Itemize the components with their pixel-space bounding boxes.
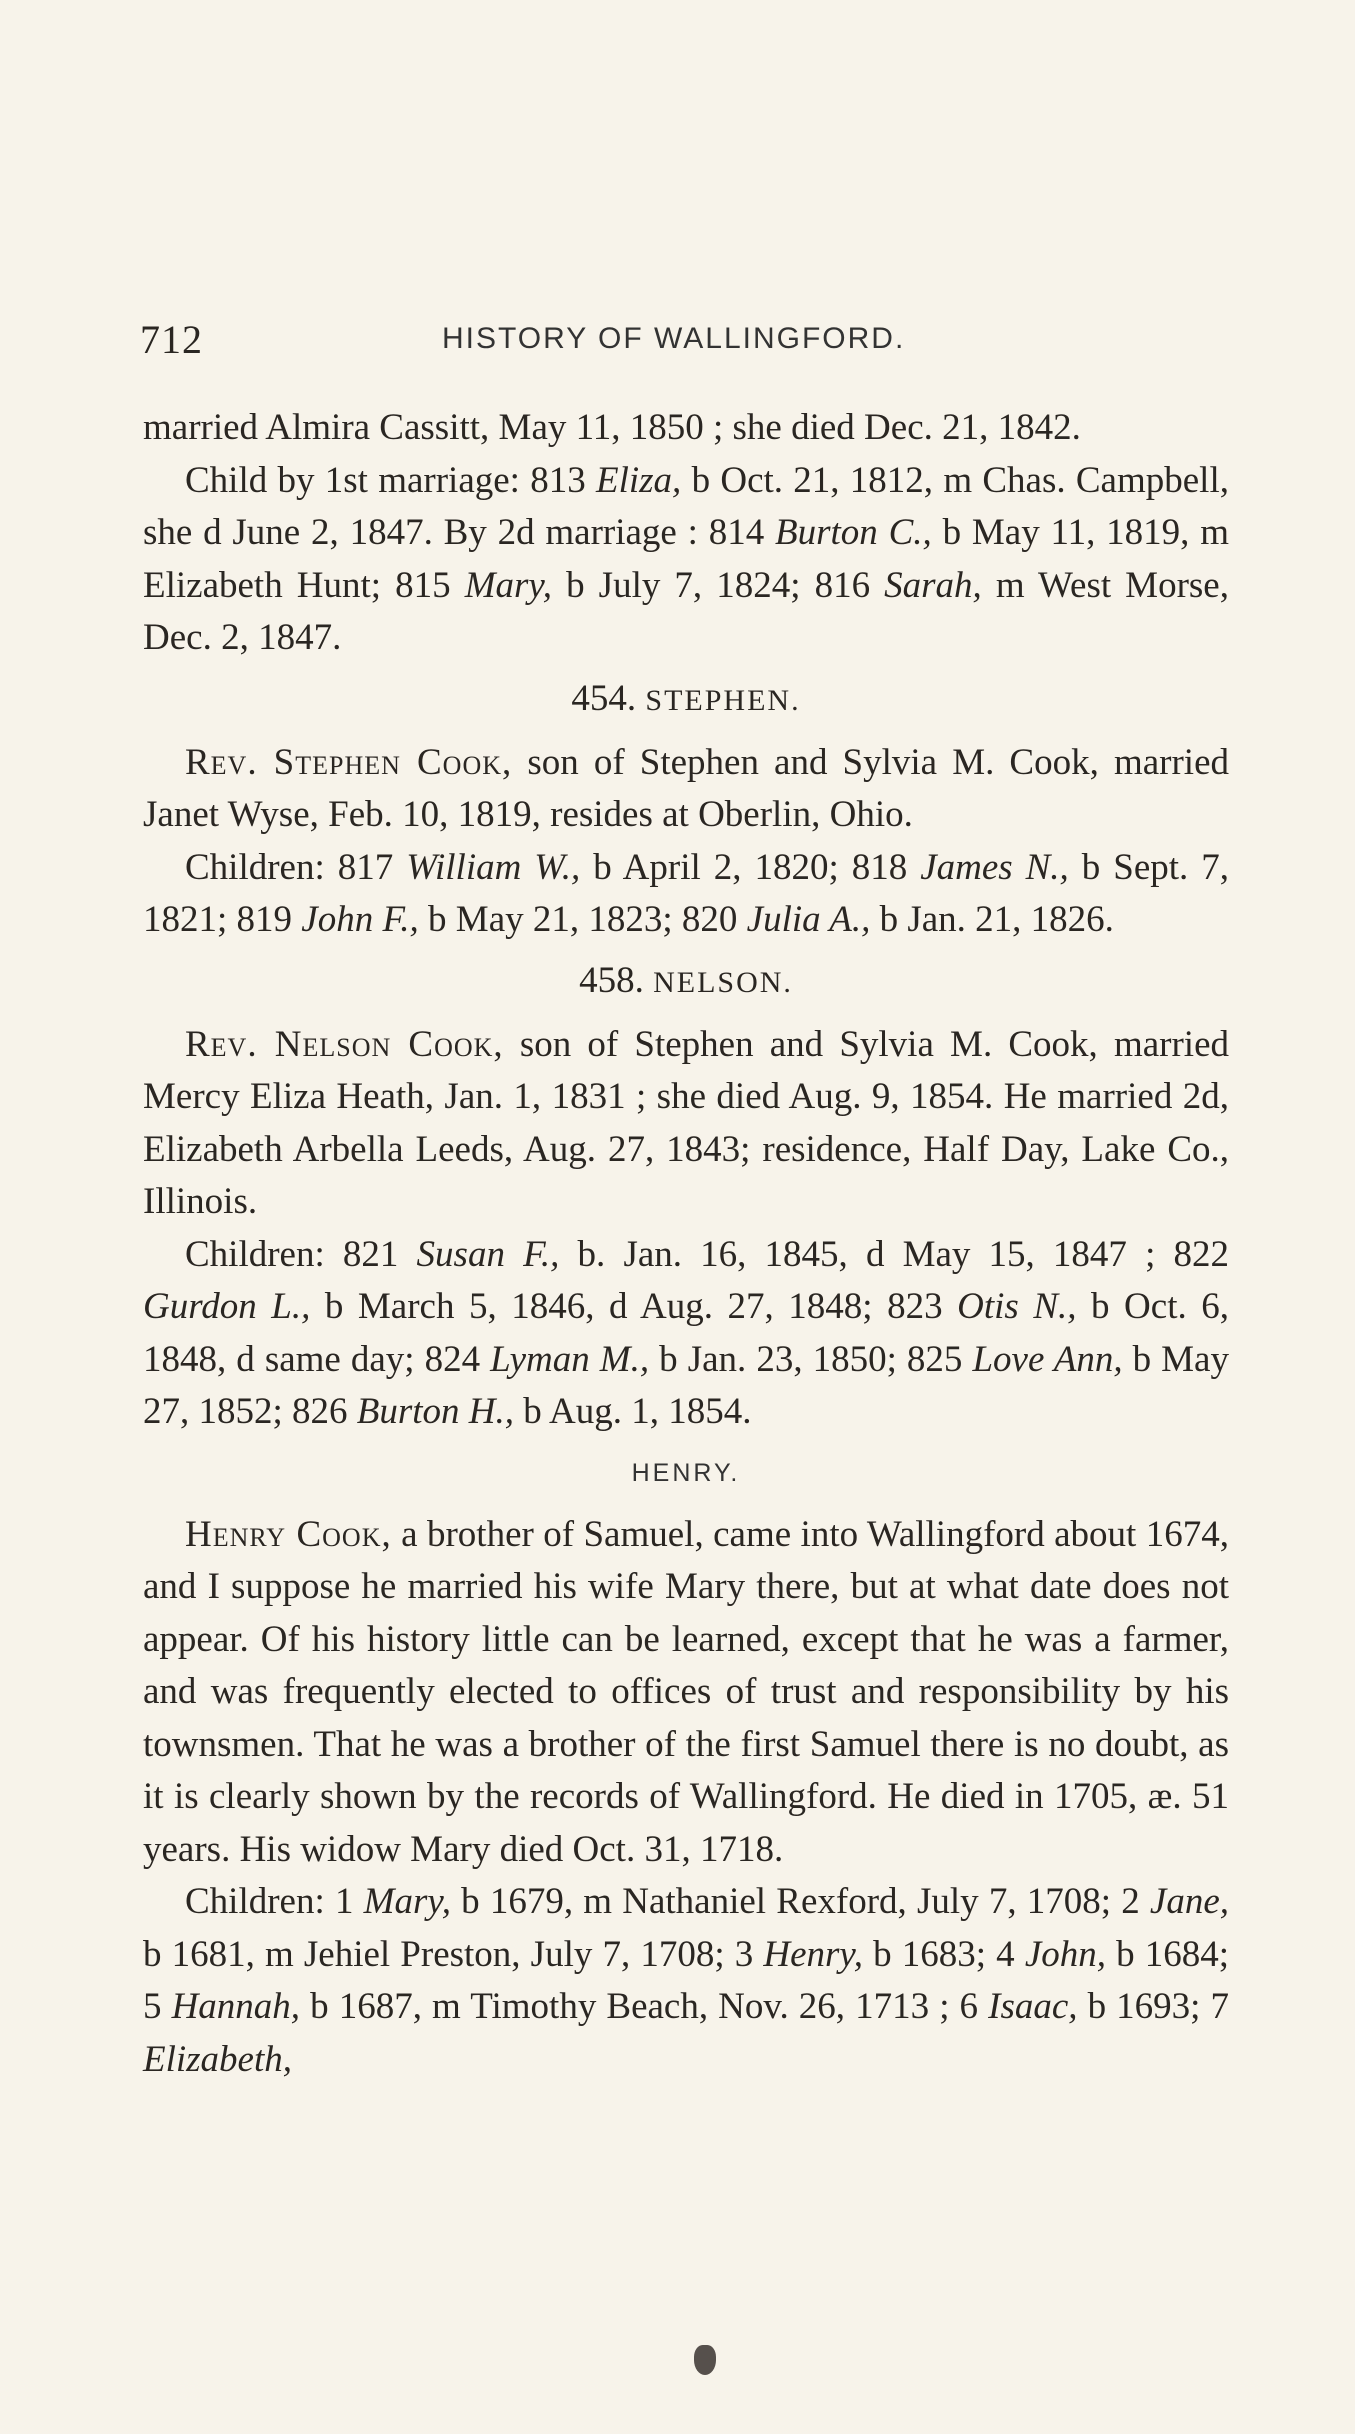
child-name: Mary, <box>363 1881 451 1922</box>
text-run: b Oct. 6, 1848, d same day; 824 <box>143 1286 1230 1380</box>
child-name: Otis N., <box>957 1286 1077 1327</box>
page-body <box>143 402 1229 2086</box>
running-head: HISTORY OF WALLINGFORD. <box>442 322 906 355</box>
children-paragraph <box>143 1876 1229 2086</box>
text-run: b Sept. 7, 1821; 819 <box>143 846 1230 940</box>
child-name: Sarah, <box>884 564 982 606</box>
ink-blot <box>694 2345 716 2375</box>
child-name: Burton H., <box>356 1391 515 1432</box>
section-title: NELSON. <box>653 965 793 999</box>
text-run: b. Jan. 16, 1845, d May 15, 1847 ; 822 <box>559 1233 1229 1275</box>
text-run: son of Stephen and Sylvia M. Cook, married Janet Wyse, Feb. 10, 1819, resides at Oberlin, Ohio. <box>143 741 1229 835</box>
text-run: Child by 1st marriage: 813 <box>185 459 596 501</box>
person-name: Rev. Stephen Cook, <box>185 741 513 783</box>
text-run: b May 11, 1819, m Elizabeth Hunt; 815 <box>143 512 1229 606</box>
text-run: b May 21, 1823; 820 <box>418 899 747 940</box>
text-run: son of Stephen and Sylvia M. Cook, married Mercy Eliza Heath, Jan. 1, 1831 ; she died Aug. 9, 1854. He married 2d, Elizabeth Arbella Leeds, Aug. 27, 1843; residence, Half Day, Lake Co., Illinois. <box>143 1023 1230 1222</box>
person-name: Rev. Nelson Cook, <box>185 1023 504 1065</box>
children-paragraph <box>143 842 1229 947</box>
section-title: STEPHEN. <box>645 683 801 717</box>
text-run: b 1684; 5 <box>143 1933 1230 2027</box>
child-name: John F., <box>301 899 419 940</box>
section-number: 454. <box>571 677 637 719</box>
child-name: Gurdon L., <box>143 1286 311 1327</box>
bio-paragraph <box>143 737 1229 842</box>
text-run: m West Morse, Dec. 2, 1847. <box>143 564 1229 658</box>
child-name: Isaac, <box>988 1986 1078 2027</box>
section-heading-stephen <box>143 673 1229 727</box>
text-run: b 1681, m Jehiel Preston, July 7, 1708; 3 <box>143 1933 764 1975</box>
child-name: Mary, <box>464 564 553 606</box>
text-run: b 1693; 7 <box>1077 1986 1230 2027</box>
text-run: b Jan. 21, 1826. <box>870 899 1114 940</box>
text-run: b 1683; 4 <box>863 1933 1025 1975</box>
text-run: b March 5, 1846, d Aug. 27, 1848; 823 <box>310 1286 958 1327</box>
text-run: b Oct. 21, 1812, m Chas. Campbell, she d June 2, 1847. By 2d marriage : 814 <box>143 459 1229 553</box>
child-name: Eliza, <box>596 459 682 501</box>
text-run: b Aug. 1, 1854. <box>514 1391 752 1432</box>
section-number: 458. <box>579 959 644 1001</box>
text-run: b Jan. 23, 1850; 825 <box>649 1338 973 1380</box>
text-run: Children: 817 <box>185 846 407 888</box>
page-header <box>140 316 1240 376</box>
text-run: b July 7, 1824; 816 <box>552 564 885 606</box>
children-paragraph <box>143 1229 1229 1439</box>
child-name: Love Ann, <box>972 1338 1123 1380</box>
text-run: Children: 1 <box>185 1881 364 1922</box>
bio-paragraph <box>143 1509 1229 1877</box>
bio-paragraph <box>143 1019 1229 1229</box>
text-run: b 1687, m Timothy Beach, Nov. 26, 1713 ; 6 <box>300 1986 989 2027</box>
text-run: b April 2, 1820; 818 <box>580 846 921 888</box>
child-name: James N., <box>920 846 1069 888</box>
text-run: b 1679, m Nathaniel Rexford, July 7, 1708; 2 <box>451 1881 1150 1922</box>
child-name: John, <box>1024 1933 1106 1975</box>
text-run: Children: 821 <box>185 1233 417 1275</box>
child-name: Elizabeth, <box>143 2038 293 2080</box>
person-name: Henry Cook, <box>185 1513 392 1555</box>
child-name: Burton C., <box>775 512 932 553</box>
text-run: b May 27, 1852; 826 <box>143 1338 1229 1432</box>
section-heading-nelson <box>143 955 1229 1009</box>
child-name: Henry, <box>763 1933 864 1975</box>
child-name: Lyman M., <box>490 1338 650 1380</box>
child-name: Susan F., <box>416 1233 560 1275</box>
child-name: William W., <box>406 846 581 888</box>
child-name: Jane, <box>1149 1881 1230 1922</box>
child-name: Hannah, <box>171 1986 301 2027</box>
continuation-paragraph <box>143 402 1229 455</box>
child-name: Julia A., <box>746 899 871 940</box>
text-run: married Almira Cassitt, May 11, 1850 ; she died Dec. 21, 1842. <box>143 407 1081 448</box>
page-number: 712 <box>140 317 203 362</box>
children-paragraph <box>143 455 1229 665</box>
text-run: a brother of Samuel, came into Wallingford about 1674, and I suppose he married his wife Mary there, but at what date does not appear. Of his history little can be learned, except that he was a farmer, and was frequently elected to offices of trust and responsibility by his townsmen. That he was a brother of the first Samuel there is no doubt, as it is clearly shown by the records of Wallingford. He died in 1705, æ. 51 years. His widow Mary died Oct. 31, 1718. <box>143 1513 1229 1870</box>
section-heading-henry: HENRY. <box>631 1458 741 1487</box>
